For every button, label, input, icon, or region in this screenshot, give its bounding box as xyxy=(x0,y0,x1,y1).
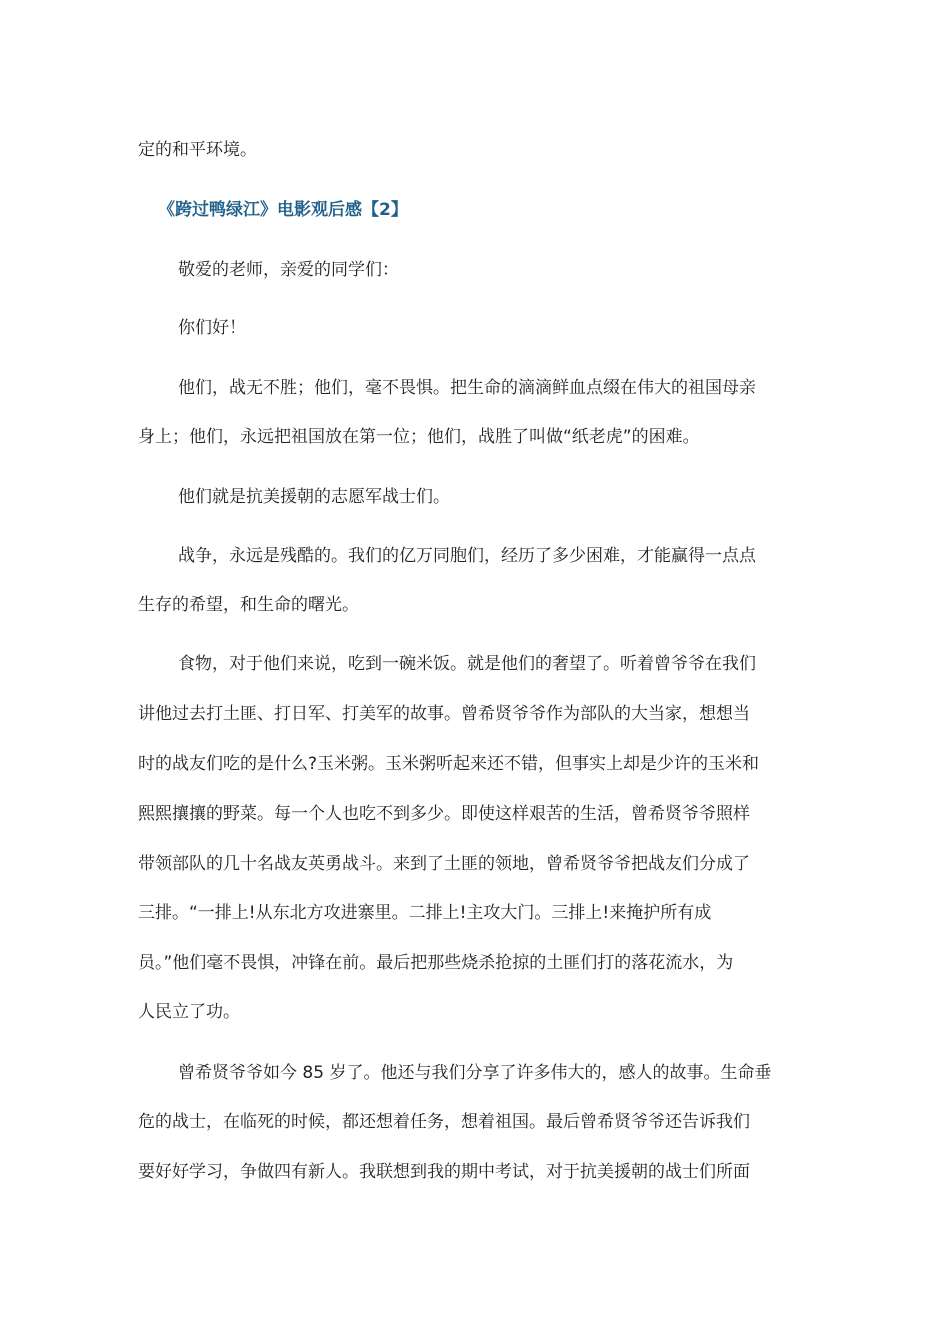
text-line: 要好好学习，争做四有新人。我联想到我的期中考试，对于抗美援朝的战士们所面 xyxy=(138,1162,750,1182)
text-line: 他们，战无不胜；他们，毫不畏惧。把生命的滴滴鲜血点缀在伟大的祖国母亲 xyxy=(178,378,756,398)
text-line: 定的和平环境。 xyxy=(138,140,257,160)
text-line: 危的战士，在临死的时候，都还想着任务，想着祖国。最后曾希贤爷爷还告诉我们 xyxy=(138,1112,750,1132)
text-line: 他们就是抗美援朝的志愿军战士们。 xyxy=(178,487,450,507)
text-line: 人民立了功。 xyxy=(138,1002,240,1022)
text-line: 讲他过去打土匪、打日军、打美军的故事。曾希贤爷爷作为部队的大当家，想想当 xyxy=(138,704,750,724)
text-line: 时的战友们吃的是什么?玉米粥。玉米粥听起来还不错，但事实上却是少许的玉米和 xyxy=(138,754,760,774)
text-line: 熙熙攘攘的野菜。每一个人也吃不到多少。即使这样艰苦的生活，曾希贤爷爷照样 xyxy=(138,804,750,824)
text-line: 身上；他们，永远把祖国放在第一位；他们，战胜了叫做“纸老虎”的困难。 xyxy=(138,427,700,447)
text-line: 带领部队的几十名战友英勇战斗。来到了土匪的领地，曾希贤爷爷把战友们分成了 xyxy=(138,854,750,874)
text-line: 战争，永远是残酷的。我们的亿万同胞们，经历了多少困难，才能赢得一点点 xyxy=(178,546,756,566)
text-line: 员。”他们毫不畏惧，冲锋在前。最后把那些烧杀抢掠的土匪们打的落花流水，为 xyxy=(138,953,734,973)
text-line: 三排。“一排上!从东北方攻进寨里。二排上!主攻大门。三排上!来掩护所有成 xyxy=(138,903,712,923)
text-line: 你们好！ xyxy=(178,318,246,338)
text-line: 生存的希望，和生命的曙光。 xyxy=(138,595,359,615)
text-line: 敬爱的老师，亲爱的同学们： xyxy=(178,260,399,280)
text-line: 曾希贤爷爷如今 85 岁了。他还与我们分享了许多伟大的，感人的故事。生命垂 xyxy=(178,1063,772,1083)
section-title: 《跨过鸭绿江》电影观后感【2】 xyxy=(158,200,408,220)
text-line: 食物，对于他们来说，吃到一碗米饭。就是他们的奢望了。听着曾爷爷在我们 xyxy=(178,654,756,674)
